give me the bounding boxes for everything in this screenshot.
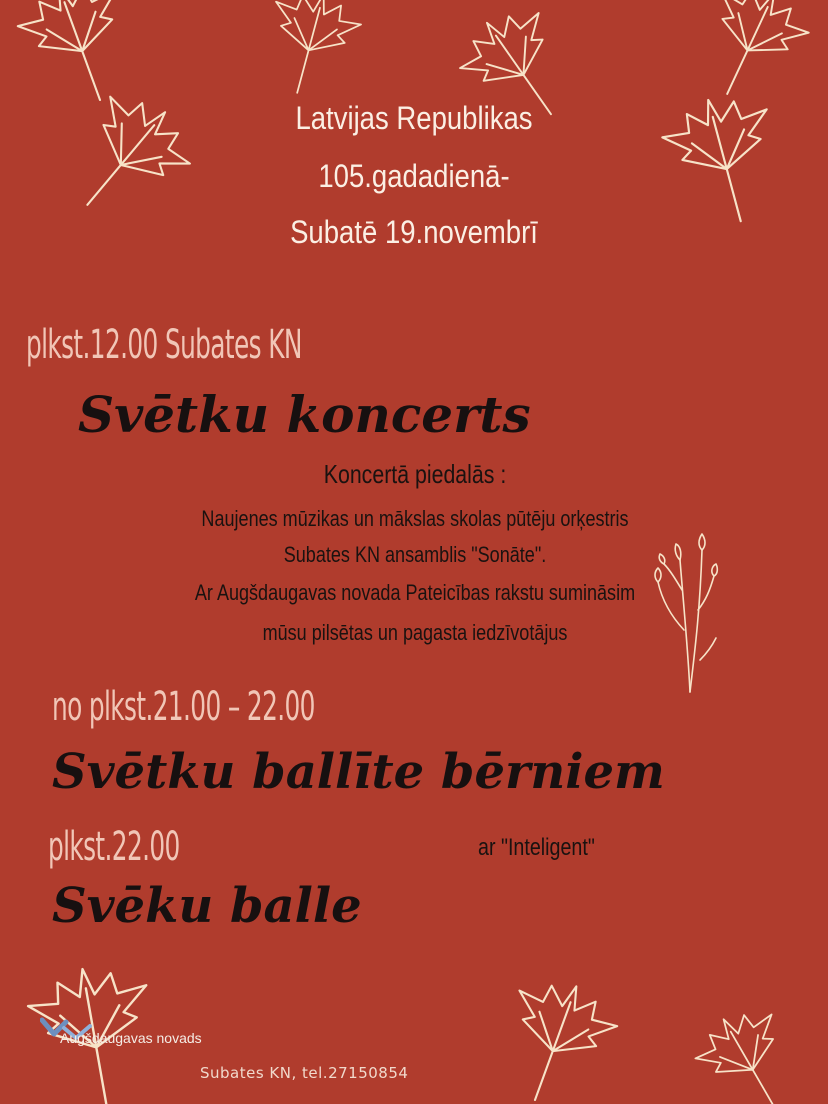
band-name: ar "Inteligent" bbox=[478, 834, 595, 861]
participant-line: Ar Augšdaugavas novada Pateicības rakstu sumināsim bbox=[194, 580, 636, 605]
participants-title: Koncertā piedalās : bbox=[323, 459, 507, 489]
participant-line: mūsu pilsētas un pagasta iedzīvotājus bbox=[262, 620, 568, 645]
concert-title: Svētku koncerts bbox=[78, 385, 531, 444]
maple-leaf-icon bbox=[662, 982, 828, 1104]
kids-party-time: no plkst.21.00 – 22.00 bbox=[52, 684, 315, 730]
ball-time: plkst.22.00 bbox=[48, 824, 180, 870]
poster-heading-line-3: Subatē 19.novembrī bbox=[290, 214, 538, 250]
kids-party-title: Svētku ballīte bērniem bbox=[52, 744, 665, 800]
participant-line: Subates KN ansamblis "Sonāte". bbox=[283, 542, 547, 567]
poster-heading-line-2: 105.gadadienā- bbox=[318, 158, 510, 194]
ball-title: Svēku balle bbox=[52, 878, 362, 934]
contact-info: Subates KN, tel.27150854 bbox=[200, 1064, 409, 1082]
poster-heading-line-1: Latvijas Republikas bbox=[295, 100, 533, 136]
logo-text: Augšdaugavas novads bbox=[60, 1030, 202, 1046]
participant-line: Naujenes mūzikas un mākslas skolas pūtēju orķestris bbox=[201, 506, 629, 531]
concert-time: plkst.12.00 Subates KN bbox=[26, 322, 302, 368]
maple-leaf-icon bbox=[470, 957, 640, 1104]
